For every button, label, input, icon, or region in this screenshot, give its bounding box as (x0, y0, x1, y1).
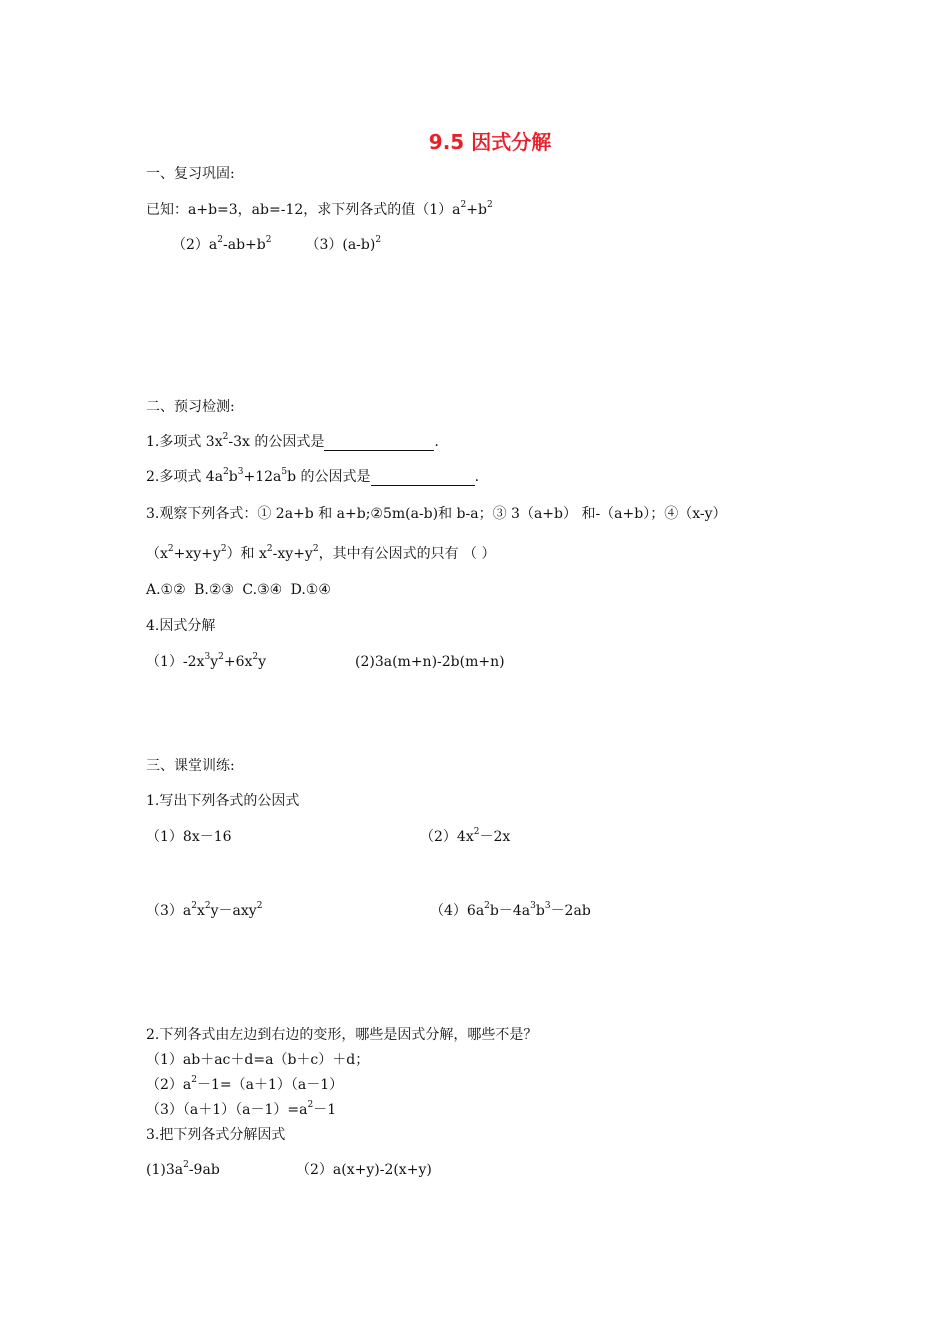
factor-problem-2: (2)3a(m+n)-2b(m+n) (355, 654, 505, 670)
preview-question-3-cont: $(x^2+xy+y^2)$和 $x^2-xy+y^2$，其中有公因式的只有 （ ） (146, 544, 496, 562)
answer-blank[interactable] (324, 435, 434, 451)
section-1-heading: 一、复习巩固: (146, 166, 235, 182)
preview-question-4: 4.因式分解 (146, 618, 216, 634)
section-3-heading: 三、课堂训练: (146, 758, 235, 774)
choice-options: A.①② B.②③ C.③④ D.①④ (146, 582, 331, 598)
transform-item-1: （1）ab＋ac＋d=a（b＋c）＋d； (146, 1052, 370, 1068)
page-title: 9.5 因式分解 (428, 130, 552, 154)
training-question-1: 1.写出下列各式的公因式 (146, 793, 300, 809)
answer-blank[interactable] (371, 470, 475, 486)
gcf-problem-3: $(3)a^2x^2y-axy^2$ (146, 901, 263, 919)
transform-item-3: $(3)(a+1)(a-1)=a^2-1$ (146, 1100, 337, 1118)
factor-exercise-1: $(1)3a^2-9ab$ (146, 1160, 220, 1178)
gcf-problem-4: $(4)6a^2b-4a^3b^3-2ab$ (430, 901, 591, 919)
preview-question-2: 2.多项式 $4a^2b^3+12a^5b$ 的公因式是 . (146, 467, 480, 485)
training-question-2: 2.下列各式由左边到右边的变形，哪些是因式分解，哪些不是？ (146, 1027, 538, 1043)
factor-problem-1: $(1)-2x^3y^2+6x^2y$ (146, 652, 267, 670)
transform-item-2: $(2)a^2-1=(a+1)(a-1)$ (146, 1075, 344, 1093)
gcf-problem-2: $(2)4x^2-2x$ (420, 827, 511, 845)
preview-question-1: 1.多项式 $3x^2-3x$ 的公因式是 . (146, 432, 439, 450)
review-questions: $(2)a^2-ab+b^2$ $(3)(a-b)^2$ (172, 235, 382, 253)
training-question-3: 3.把下列各式分解因式 (146, 1127, 286, 1143)
factor-exercise-2: （2）a(x+y)-2(x+y) (296, 1162, 432, 1178)
review-given: 已知：a+b=3，ab=-12，求下列各式的值$(1)a^2+b^2$ (146, 200, 493, 218)
preview-question-3: 3.观察下列各式：① 2a+b 和 a+b;②5m(a-b)和 b-a；③ 3（a+b） 和-（a+b）；④（x-y） (146, 506, 727, 522)
section-2-heading: 二、预习检测: (146, 399, 235, 415)
gcf-problem-1: （1）8x－16 (146, 829, 232, 845)
